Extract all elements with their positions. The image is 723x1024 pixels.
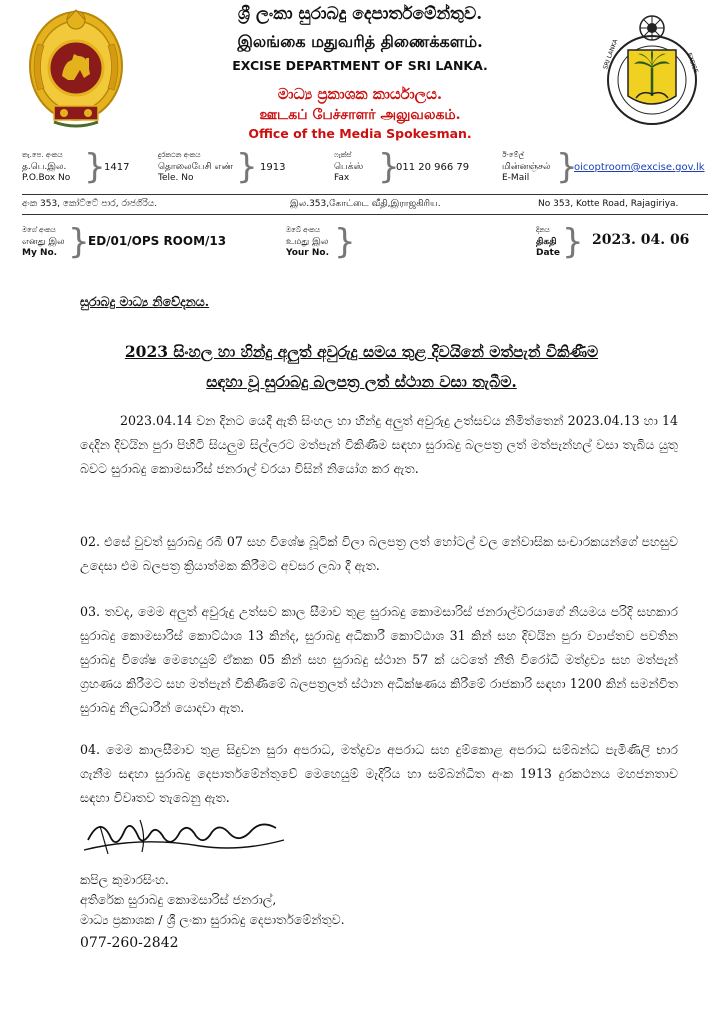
brace-divider: } xyxy=(378,147,400,187)
dept-name-english: EXCISE DEPARTMENT OF SRI LANKA. xyxy=(232,58,488,73)
seal-text-right: EXCISE xyxy=(685,52,700,75)
signatory-title: අතිරේක සුරාබදු කොමසාරිස් ජනරාල්, xyxy=(80,892,277,907)
notice-title-line1: 2023 සිංහල හා හින්දු අලුත් අවුරුදු සමය තුළ දිවයිනේ මත්පැන් විකිණීම xyxy=(124,342,599,361)
brace-divider: } xyxy=(236,147,258,187)
pobox-value: 1417 xyxy=(104,162,130,173)
brace-divider: } xyxy=(556,147,578,187)
paragraph-3: 03. තවද, මෙම අලුත් අවුරුදු උත්සව කාල සීමාව තුළ සුරාබදු කොමසාරිස් ජනරාල්වරයාගේ නියමය පරිදි සහකාර සුරාබදු කොමසාරිස් කොට්ඨාශ 13 කින්ද, සුරාබදු අධිකාරී කොට්ඨාශ 31 කින් සහ දිවයින පුරා ව්‍යාප්තව පවතින සුරාබදු විශේෂ මෙහෙයුම් ඒකක 05 කින් සහ සුරාබදු ස්ථාන 57 ක් යටතේ නීති විරෝධී මත්ද්‍රව්‍ය සහ මත්පැන් ග්‍රහණය කිරීමට සහ මත්පැන් විකිණීමේ බලපත්‍රලත් ස්ථාන අධීක්ෂණය කිරීමේ රාජකාරි සඳහා 1200 කින් සමන්විත සුරාබදු නිලධාරීන් යොදවා ඇත. xyxy=(80,604,678,715)
email-link[interactable]: oicoptroom@excise.gov.lk xyxy=(574,162,705,173)
handwritten-signature xyxy=(80,806,290,866)
tele-label: දුරකථන අංකය தொலைபேசி எண் Tele. No xyxy=(158,151,234,183)
divider xyxy=(22,214,708,215)
brace-divider: } xyxy=(334,222,356,262)
brace-divider: } xyxy=(562,222,584,262)
my-no-label: මගේ අංකය எனது இல My No. xyxy=(22,226,65,258)
pobox-label: තැ.පෙ. අංකය த.பெ.இல. P.O.Box No xyxy=(22,151,71,183)
national-emblem xyxy=(24,4,128,132)
fax-value: 011 20 966 79 xyxy=(396,162,470,173)
office-name-tamil: ஊடகப் பேச்சாளர் அலுவலகம். xyxy=(259,107,461,123)
notice-title-line2: සඳහා වූ සුරාබදු බලපත්‍ර ලත් ස්ථාන වසා තැබීම. xyxy=(206,372,517,391)
date-value: 2023. 04. 06 xyxy=(592,232,690,248)
date-label: දිනය திகதி Date xyxy=(536,226,560,258)
address-english: No 353, Kotte Road, Rajagiriya. xyxy=(538,199,679,209)
address-tamil: இல.353,கோட்டை வீதி,இராஜகிரிய. xyxy=(290,199,441,209)
office-name-sinhala: මාධ්‍ය ප්‍රකාශක කාර්යාලය. xyxy=(277,85,443,103)
dept-name-sinhala: ශ්‍රී ලංකා සුරාබදු දෙපාර්තමේන්තුව. xyxy=(237,4,483,24)
tele-value: 1913 xyxy=(260,162,286,173)
paragraph-1: 2023.04.14 වන දිනට යෙදී ඇති සිංහල හා හින්දු අලුත් අවුරුදු උත්සවය නිමිත්තෙන් 2023.04.13 හා 14 දෙදින දිවයින පුරා පිහිටි සියලුම සිල්ලරට මත්පැන් විකිණීම සඳහා සුරාබදු බලපත්‍ර ලත් මත්පැන්හල් වසා තැබිය යුතු බවට සුරාබදු කොමසාරිස් ජනරාල් වරයා විසින් නියෝග කර ඇත. xyxy=(80,413,678,476)
address-sinhala: අංක 353, කෝට්ටේ පාර, රාජගිරිය. xyxy=(22,199,158,209)
signatory-role: මාධ්‍ය ප්‍රකාශක / ශ්‍රී ලංකා සුරාබදු දෙපාර්තමේන්තුව. xyxy=(80,912,345,927)
dept-name-tamil: இலங்கை மதுவரித் திணைக்களம். xyxy=(237,32,483,51)
email-label: ඊ-මේල් மின்னஞ்சல் E-Mail xyxy=(502,151,551,183)
divider xyxy=(22,194,708,195)
signatory-phone: 077-260-2842 xyxy=(80,935,179,951)
your-no-label: ඔබේ අංකය உமது இல Your No. xyxy=(286,226,329,258)
signatory-name: කපිල කුමාරසිංහ. xyxy=(80,872,169,887)
paragraph-4: 04. මෙම කාලසීමාව තුළ සිදුවන සුරා අපරාධ, මත්ද්‍රව්‍ය අපරාධ සහ දුම්කොළ අපරාධ සම්බන්ධ පැමිණිලි භාර ගැනීම සඳහා සුරාබදු දෙපාර්තමේන්තුවේ මෙහෙයුම් මැදිරිය හා සම්බන්ධිත අංක 1913 දුරකථනය මහජනතාව සඳහා විවෘතව තැබෙනු ඇත. xyxy=(80,742,678,805)
paragraph-2: 02. එසේ වුවත් සුරාබදු රබී 07 සහ විශේෂ බූටික් විලා බලපත්‍ර ලත් හෝටල් වල නේවාසික සංචාරකයන්ගේ පහසුව උදෙසා එම බලපත්‍ර ක්‍රියාත්මක කිරීමට අවසර ලබා දී ඇත. xyxy=(80,534,678,573)
my-no-value: ED/01/OPS ROOM/13 xyxy=(88,234,227,248)
fax-label: ෆැක්ස් பெக்ஸ் Fax xyxy=(334,151,364,183)
office-name-english: Office of the Media Spokesman. xyxy=(248,126,472,141)
seal-text-left: SRI LANKA xyxy=(602,38,620,71)
subject-line: සුරාබදු මාධ්‍ය නිවේදනය. xyxy=(80,294,210,309)
brace-divider: } xyxy=(84,147,106,187)
brace-divider: } xyxy=(68,222,90,262)
excise-seal xyxy=(596,8,708,132)
